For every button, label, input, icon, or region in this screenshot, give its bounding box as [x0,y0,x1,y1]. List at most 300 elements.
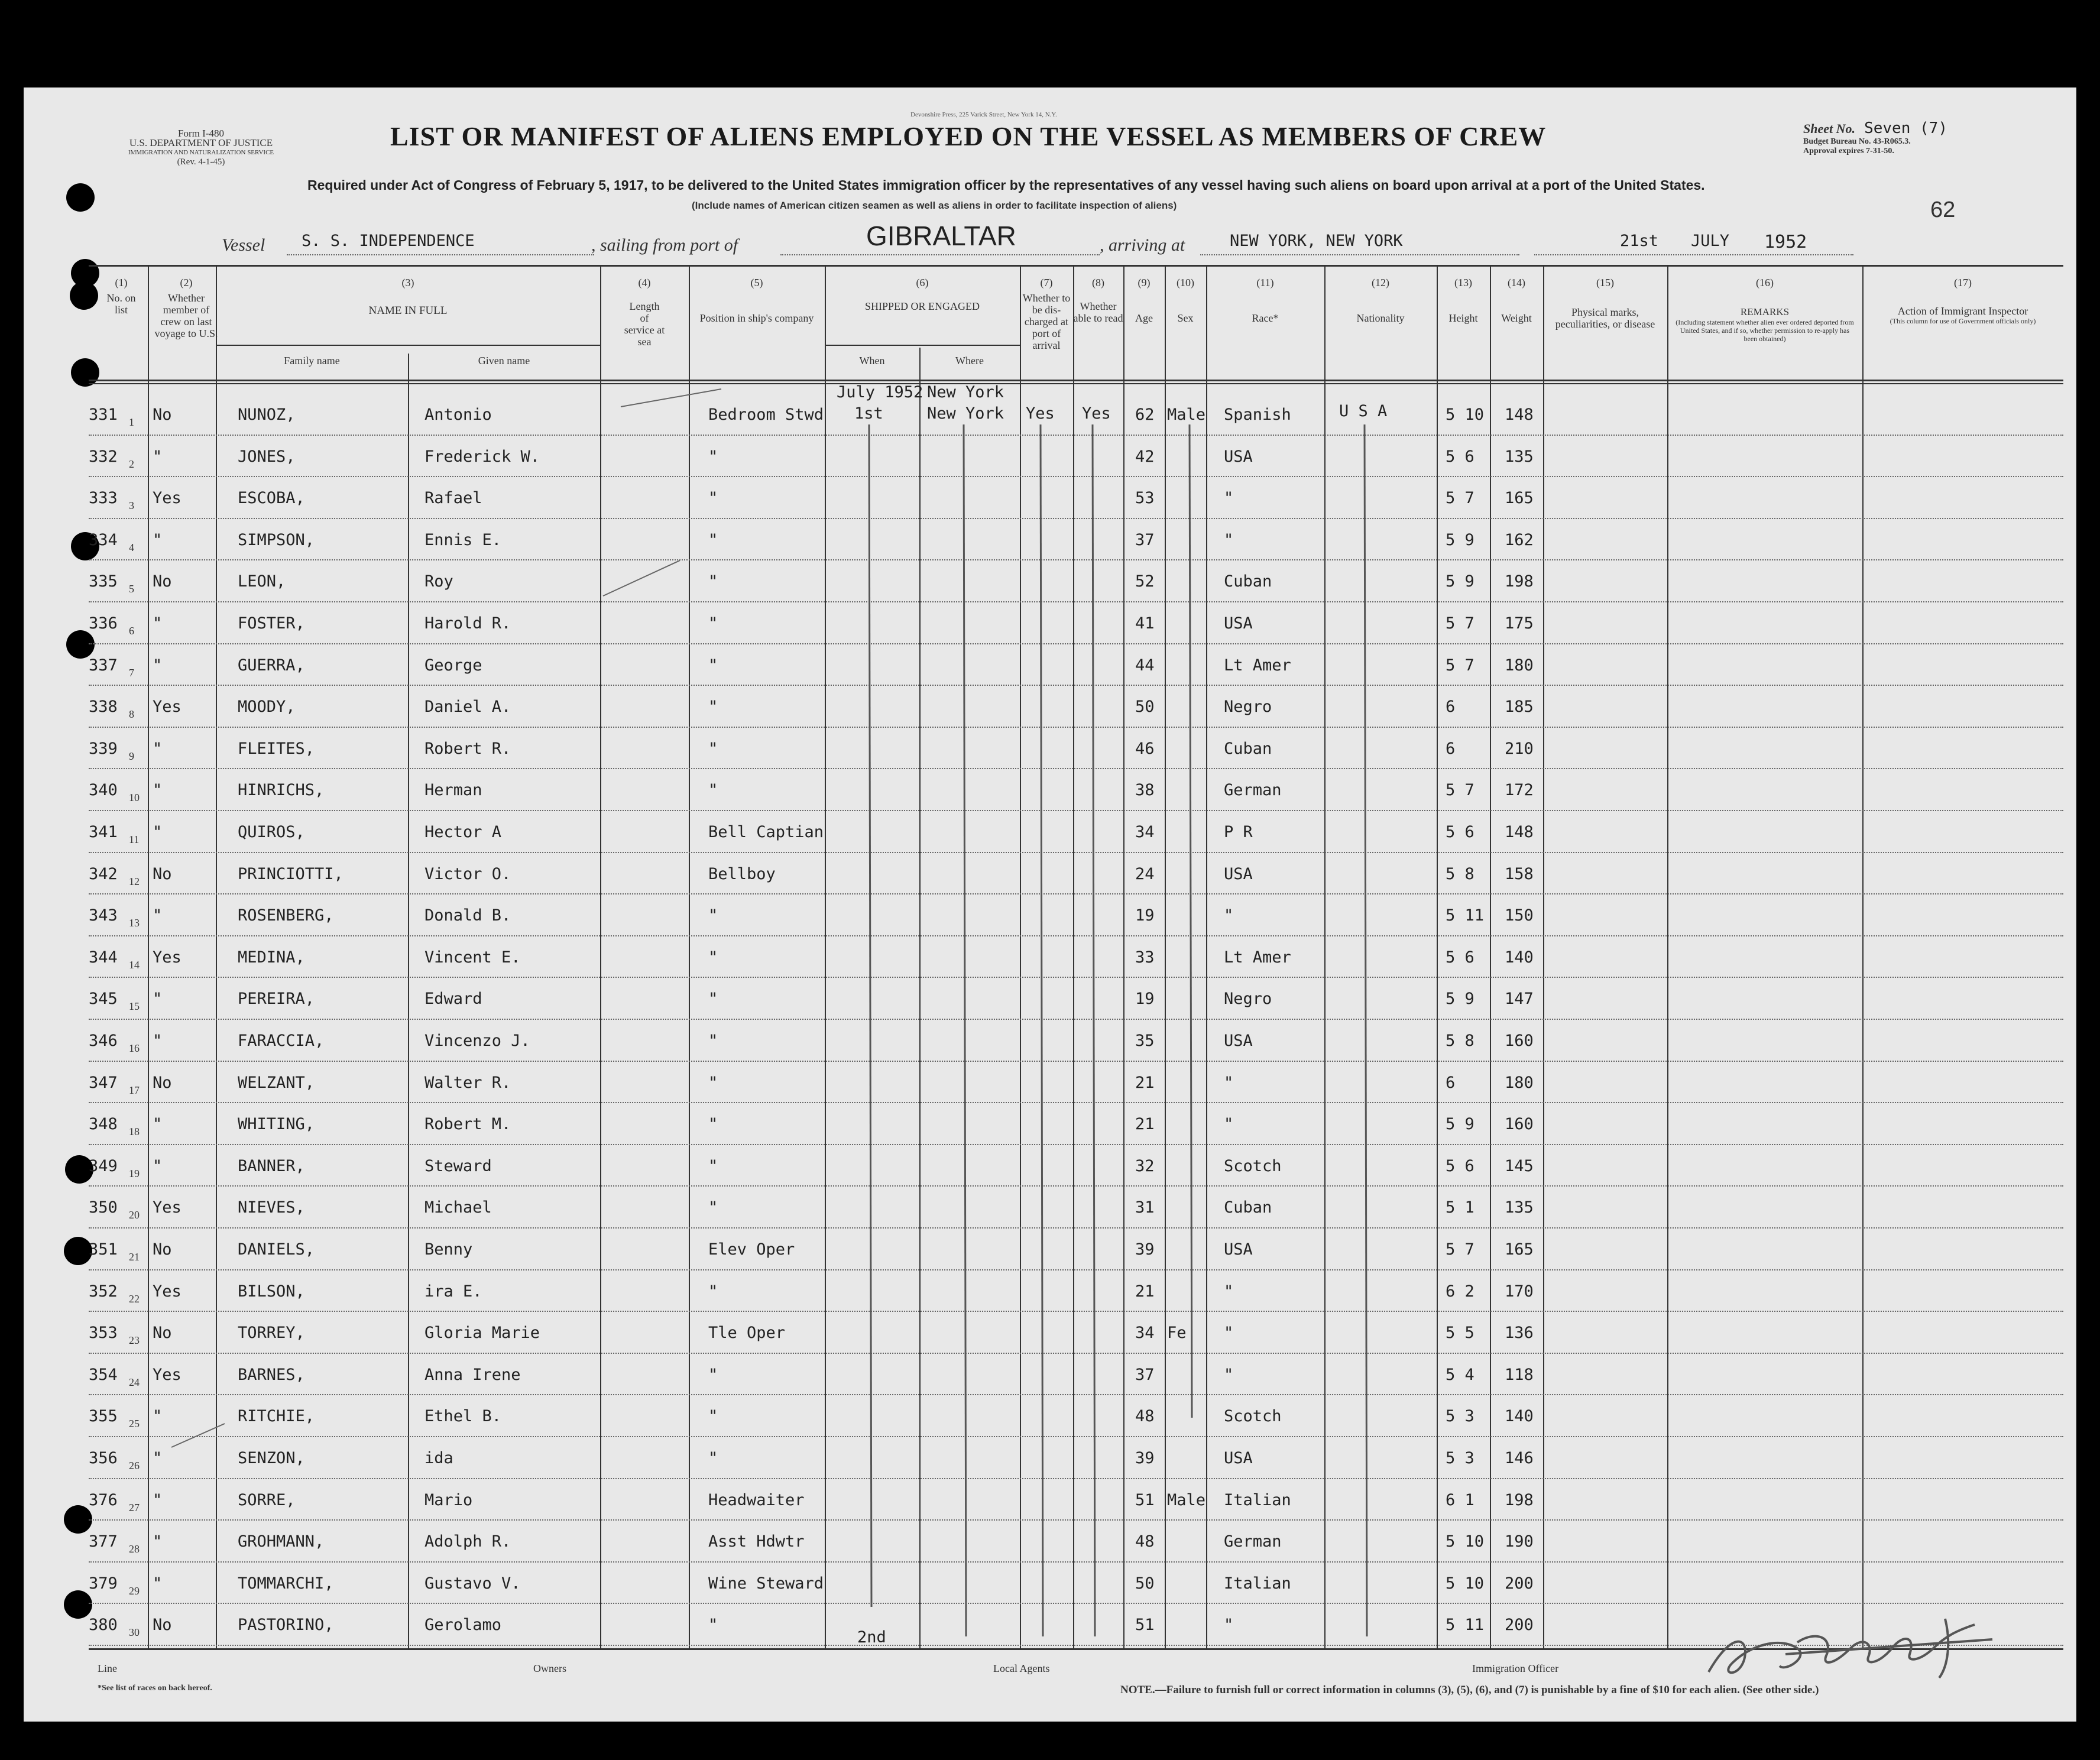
row-race: Cuban [1224,1198,1272,1217]
row-height: 6 [1446,1073,1456,1092]
row-age: 48 [1135,1532,1155,1551]
row-list-number: 347 [89,1073,118,1092]
row-family-name: TOMMARCHI, [238,1574,334,1593]
row-position: " [708,447,718,466]
row-height: 5 3 [1446,1449,1474,1467]
row-previous-voyage: No [153,1324,172,1343]
row-position: Bellboy [708,864,776,883]
revision: (Rev. 4-1-45) [177,157,225,167]
row-position: Elev Oper [708,1240,795,1259]
row-list-number: 342 [89,864,118,883]
row-race: Lt Amer [1224,656,1291,675]
row-weight: 146 [1505,1449,1534,1467]
row-height: 5 10 [1446,406,1485,424]
row-family-name: JONES, [238,447,296,466]
row-height: 5 7 [1446,781,1474,800]
officer-signature [1697,1607,2004,1690]
row-height: 5 11 [1446,906,1485,925]
row-race: German [1224,1532,1282,1551]
row-given-name: Michael [424,1198,492,1217]
where-header: Where [955,355,984,367]
row-given-name: Roy [424,572,453,591]
date-day: 21st [1620,232,1659,250]
printer-line: Devonshire Press, 225 Varick Street, New York 14, N.Y. [910,111,1057,118]
row-previous-voyage: No [153,864,172,883]
row-list-number: 356 [89,1449,118,1467]
row-position: " [708,698,718,717]
row-family-name: LEON, [238,572,286,591]
row-weight: 165 [1505,1240,1534,1259]
footer-owners-label: Owners [533,1662,566,1674]
row-family-name: SORRE, [238,1490,296,1509]
row-position: " [708,1073,718,1092]
row-position: " [708,739,718,758]
row-age: 37 [1135,530,1155,549]
row-race: USA [1224,1240,1253,1259]
row-list-number: 349 [89,1156,118,1175]
row-family-name: FLEITES, [238,739,315,758]
row-height: 6 1 [1446,1490,1474,1509]
row-given-name: Daniel A. [424,698,511,717]
col11-header: (11) Race* [1252,277,1279,324]
col14-header: (14) Weight [1501,277,1532,324]
row-line-number: 7 [129,666,134,679]
row-previous-voyage: " [153,656,163,675]
row-height: 5 7 [1446,614,1474,633]
row-previous-voyage: " [153,906,163,925]
row-line-number: 26 [129,1460,140,1471]
row-weight: 175 [1505,614,1534,633]
col16-header: (16) REMARKS (Including statement whether alien ever ordered deported from United States, and if so, whether permission to re-apply has been obtained) [1676,277,1854,343]
vessel-value: S. S. INDEPENDENCE [302,232,475,250]
col12-header: (12) Nationality [1356,277,1405,324]
row-previous-voyage: Yes [153,698,182,717]
row-race: USA [1224,1032,1253,1050]
row-age: 31 [1135,1198,1155,1217]
row-list-number: 343 [89,906,118,925]
row-family-name: ESCOBA, [238,489,305,508]
row-age: 21 [1135,1115,1155,1134]
row-height: 6 [1446,739,1456,758]
col1-header: (1) No. on list [106,277,136,316]
subtitle: Required under Act of Congress of February 5, 1917, to be delivered to the United States immigration officer by the representatives of any vessel having such aliens on board upon arrival at a port of the United States. [307,177,1705,193]
row-height: 5 3 [1446,1407,1474,1426]
row-given-name: Victor O. [424,864,511,883]
row-age: 39 [1135,1449,1155,1467]
row-previous-voyage: Yes [153,1282,182,1301]
shipped-when-last: 2nd [857,1628,886,1646]
row-previous-voyage: " [153,823,163,841]
row-family-name: DANIELS, [238,1240,315,1259]
row-family-name: FOSTER, [238,614,305,633]
row-line-number: 21 [129,1251,140,1263]
row-previous-voyage: " [153,447,163,466]
row-family-name: WELZANT, [238,1073,315,1092]
sheet-value: Seven (7) [1864,119,1947,137]
footer-line-label: Line [98,1662,117,1674]
row-previous-voyage: " [153,1532,163,1551]
row-race: " [1224,1073,1234,1092]
row-height: 5 1 [1446,1198,1474,1217]
row-age: 37 [1135,1365,1155,1384]
row-line-number: 22 [129,1292,140,1305]
sheet-label: Sheet No. [1803,121,1855,136]
row-line-number: 4 [129,541,134,553]
row-height: 5 11 [1446,1616,1485,1635]
row-list-number: 354 [89,1365,118,1384]
row-previous-voyage: No [153,1240,172,1259]
row-age: 33 [1135,948,1155,967]
row-position: " [708,1365,718,1384]
row-previous-voyage: " [153,739,163,758]
row-age: 51 [1135,1490,1155,1509]
row-age: 44 [1135,656,1155,675]
row-weight: 180 [1505,1073,1534,1092]
row-given-name: Harold R. [424,614,511,633]
row-age: 39 [1135,1240,1155,1259]
row-age: 51 [1135,1616,1155,1635]
row-previous-voyage: " [153,1574,163,1593]
row-height: 5 10 [1446,1532,1485,1551]
row-age: 52 [1135,572,1155,591]
date-month: JULY [1691,232,1730,250]
row-position: " [708,656,718,675]
row-family-name: TORREY, [238,1324,305,1343]
row-position: " [708,1198,718,1217]
row-line-number: 29 [129,1584,140,1597]
row-given-name: Herman [424,781,482,800]
row-weight: 150 [1505,906,1534,925]
row-position: " [708,1449,718,1467]
row-family-name: SENZON, [238,1449,305,1467]
row-family-name: NIEVES, [238,1198,305,1217]
row-weight: 185 [1505,698,1534,717]
row-position: " [708,1407,718,1426]
row-race: " [1224,530,1234,549]
shipped-when: July 1952 [837,383,923,401]
row-race: USA [1224,1449,1253,1467]
form-id: Form I-480 [178,128,224,139]
row-weight: 180 [1505,656,1534,675]
row-previous-voyage: " [153,1449,163,1467]
row-position: Asst Hdwtr [708,1532,805,1551]
sailing-label: , sailing from port of [591,235,738,255]
row-height: 5 5 [1446,1324,1474,1343]
row-family-name: BANNER, [238,1156,305,1175]
row-age: 35 [1135,1032,1155,1050]
page-number: 62 [1930,197,1956,222]
row-given-name: Antonio [424,406,492,424]
row-given-name: Anna Irene [424,1365,521,1384]
row-line-number: 1 [129,416,134,428]
row-position: " [708,489,718,508]
row-line-number: 9 [129,750,134,762]
row-line-number: 13 [129,917,140,929]
row-height: 5 7 [1446,1240,1474,1259]
row-age: 19 [1135,990,1155,1009]
row-given-name: Benny [424,1240,473,1259]
row-line-number: 17 [129,1084,140,1096]
row-previous-voyage: " [153,1156,163,1175]
row-list-number: 353 [89,1324,118,1343]
row-age: 38 [1135,781,1155,800]
row-age: 50 [1135,1574,1155,1593]
row-height: 5 10 [1446,1574,1485,1593]
row-line-number: 19 [129,1167,140,1179]
row-race: Lt Amer [1224,948,1291,967]
row-line-number: 2 [129,458,134,470]
row-weight: 145 [1505,1156,1534,1175]
row-race: Negro [1224,990,1272,1009]
row-race: Negro [1224,698,1272,717]
row-list-number: 341 [89,823,118,841]
row-race: USA [1224,864,1253,883]
row-position: Headwaiter [708,1490,805,1509]
row-race: USA [1224,614,1253,633]
row-weight: 140 [1505,1407,1534,1426]
row-height: 6 2 [1446,1282,1474,1301]
row-race: Cuban [1224,739,1272,758]
row-age: 24 [1135,864,1155,883]
port-value: GIBRALTAR [866,221,1016,251]
row-given-name: ida [424,1449,453,1467]
row-age: 21 [1135,1282,1155,1301]
row-given-name: Mario [424,1490,473,1509]
row-race: " [1224,1282,1234,1301]
row-sex: Male [1167,1490,1206,1509]
row-line-number: 24 [129,1376,140,1388]
row-position: Wine Steward [708,1574,824,1593]
row-given-name: Ennis E. [424,530,502,549]
discharged-value: Yes [1026,404,1055,423]
fine-note: NOTE.—Failure to furnish full or correct information in columns (3), (5), (6), and (7) is punishable by a fine of $10 for each alien. (See other side.) [1120,1684,1819,1696]
row-position: " [708,1032,718,1050]
row-family-name: BILSON, [238,1282,305,1301]
col4-header: (4) Length of service at sea [624,277,665,348]
row-race: USA [1224,447,1253,466]
row-previous-voyage: No [153,572,172,591]
arriving-value: NEW YORK, NEW YORK [1230,232,1403,250]
row-previous-voyage: " [153,1407,163,1426]
row-line-number: 14 [129,958,140,971]
row-age: 50 [1135,698,1155,717]
row-race: " [1224,1324,1234,1343]
row-previous-voyage: No [153,406,172,424]
row-weight: 158 [1505,864,1534,883]
vessel-label: Vessel [222,235,265,255]
row-list-number: 345 [89,990,118,1009]
row-height: 5 9 [1446,530,1474,549]
footer-agents-label: Local Agents [993,1662,1050,1674]
row-age: 62 [1135,406,1155,424]
row-age: 41 [1135,614,1155,633]
row-family-name: ROSENBERG, [238,906,334,925]
row-previous-voyage: " [153,614,163,633]
row-weight: 172 [1505,781,1534,800]
row-position: " [708,1616,718,1635]
row-family-name: HINRICHS, [238,781,325,800]
row-weight: 160 [1505,1032,1534,1050]
row-height: 5 6 [1446,1156,1474,1175]
row-given-name: Adolph R. [424,1532,511,1551]
row-weight: 200 [1505,1616,1534,1635]
row-weight: 200 [1505,1574,1534,1593]
row-race: " [1224,906,1234,925]
row-weight: 148 [1505,823,1534,841]
row-list-number: 380 [89,1616,118,1635]
row-family-name: NUNOZ, [238,406,296,424]
row-family-name: GROHMANN, [238,1532,325,1551]
col3-header: (3) NAME IN FULL [368,277,448,317]
row-weight: 160 [1505,1115,1534,1134]
row-race: Cuban [1224,572,1272,591]
footer-officer-label: Immigration Officer [1472,1662,1559,1674]
row-previous-voyage: " [153,1115,163,1134]
row-line-number: 27 [129,1501,140,1513]
row-age: 48 [1135,1407,1155,1426]
row-list-number: 340 [89,781,118,800]
row-age: 42 [1135,447,1155,466]
service-line: IMMIGRATION AND NATURALIZATION SERVICE [128,149,274,156]
row-race: Italian [1224,1574,1291,1593]
col7-header: (7) Whether to be dis-charged at port of arrival [1022,277,1071,351]
row-family-name: PEREIRA, [238,990,315,1009]
row-list-number: 348 [89,1115,118,1134]
row-line-number: 25 [129,1418,140,1430]
row-previous-voyage: Yes [153,489,182,508]
col5-header: (5) Position in ship's company [699,277,814,324]
row-line-number: 5 [129,583,134,595]
row-weight: 136 [1505,1324,1534,1343]
row-list-number: 351 [89,1240,118,1259]
row-position: " [708,948,718,967]
given-name-header: Given name [478,355,530,367]
page-title: LIST OR MANIFEST OF ALIENS EMPLOYED ON THE VESSEL AS MEMBERS OF CREW [390,121,1547,151]
row-weight: 135 [1505,447,1534,466]
row-height: 5 9 [1446,572,1474,591]
read-value: Yes [1082,404,1111,423]
row-line-number: 15 [129,1000,140,1013]
row-given-name: Steward [424,1156,492,1175]
row-list-number: 334 [89,530,118,549]
row-list-number: 344 [89,948,118,967]
row-list-number: 335 [89,572,118,591]
row-family-name: WHITING, [238,1115,315,1134]
subnote: (Include names of American citizen seamen as well as aliens in order to facilitate inspection of aliens) [692,200,1177,211]
row-given-name: Robert R. [424,739,511,758]
row-position: " [708,990,718,1009]
row-weight: 198 [1505,572,1534,591]
col8-header: (8) Whether able to read [1073,277,1123,324]
row-given-name: Ethel B. [424,1407,502,1426]
row-race: German [1224,781,1282,800]
row-line-number: 23 [129,1334,140,1347]
row-list-number: 350 [89,1198,118,1217]
row-previous-voyage: " [153,530,163,549]
row-list-number: 376 [89,1490,118,1509]
row-given-name: Robert M. [424,1115,511,1134]
row-previous-voyage: " [153,990,163,1009]
row-given-name: Vincenzo J. [424,1032,530,1050]
row-list-number: 346 [89,1032,118,1050]
row-race: " [1224,1115,1234,1134]
row-given-name: Walter R. [424,1073,511,1092]
row-given-name: Rafael [424,489,482,508]
row-family-name: RITCHIE, [238,1407,315,1426]
row-height: 5 9 [1446,1115,1474,1134]
col6-header: (6) SHIPPED OR ENGAGED [864,277,980,312]
shipped-where: New York [927,383,1004,401]
row-line-number: 8 [129,708,134,721]
row-position: " [708,1282,718,1301]
row-family-name: MEDINA, [238,948,305,967]
row-previous-voyage: No [153,1616,172,1635]
row-weight: 210 [1505,739,1534,758]
row-weight: 165 [1505,489,1534,508]
row-race: Spanish [1224,406,1291,424]
row-position: " [708,781,718,800]
shipped-when-day: 1st [854,404,883,423]
shipped-where-2: New York [927,404,1004,423]
row-weight: 140 [1505,948,1534,967]
row-given-name: Gerolamo [424,1616,502,1635]
row-previous-voyage: No [153,1073,172,1092]
row-list-number: 377 [89,1532,118,1551]
row-race: P R [1224,823,1253,841]
row-given-name: Vincent E. [424,948,521,967]
row-list-number: 332 [89,447,118,466]
row-list-number: 352 [89,1282,118,1301]
row-previous-voyage: " [153,781,163,800]
row-position: " [708,530,718,549]
row-position: Bell Captian [708,823,824,841]
nationality-value: U S A [1339,402,1388,420]
row-position: Tle Oper [708,1324,786,1343]
row-list-number: 336 [89,614,118,633]
row-previous-voyage: Yes [153,1198,182,1217]
row-given-name: Gloria Marie [424,1324,540,1343]
row-position: " [708,906,718,925]
row-height: 5 7 [1446,656,1474,675]
arriving-label: , arriving at [1100,235,1185,255]
row-list-number: 355 [89,1407,118,1426]
row-age: 19 [1135,906,1155,925]
row-list-number: 379 [89,1574,118,1593]
row-given-name: Edward [424,990,482,1009]
row-line-number: 11 [129,834,140,845]
row-position: " [708,572,718,591]
row-position: " [708,614,718,633]
row-height: 5 6 [1446,948,1474,967]
row-line-number: 28 [129,1543,140,1555]
row-given-name: Frederick W. [424,447,540,466]
row-race: " [1224,489,1234,508]
row-age: 32 [1135,1156,1155,1175]
row-height: 5 8 [1446,1032,1474,1050]
row-list-number: 333 [89,489,118,508]
row-line-number: 20 [129,1209,140,1221]
date-year: 1952 [1764,232,1807,252]
row-list-number: 338 [89,698,118,717]
row-given-name: Gustavo V. [424,1574,521,1593]
row-age: 53 [1135,489,1155,508]
row-height: 5 9 [1446,990,1474,1009]
row-height: 5 6 [1446,823,1474,841]
ditto-strokes [24,87,2076,1722]
row-weight: 118 [1505,1365,1534,1384]
row-previous-voyage: " [153,1490,163,1509]
row-weight: 147 [1505,990,1534,1009]
